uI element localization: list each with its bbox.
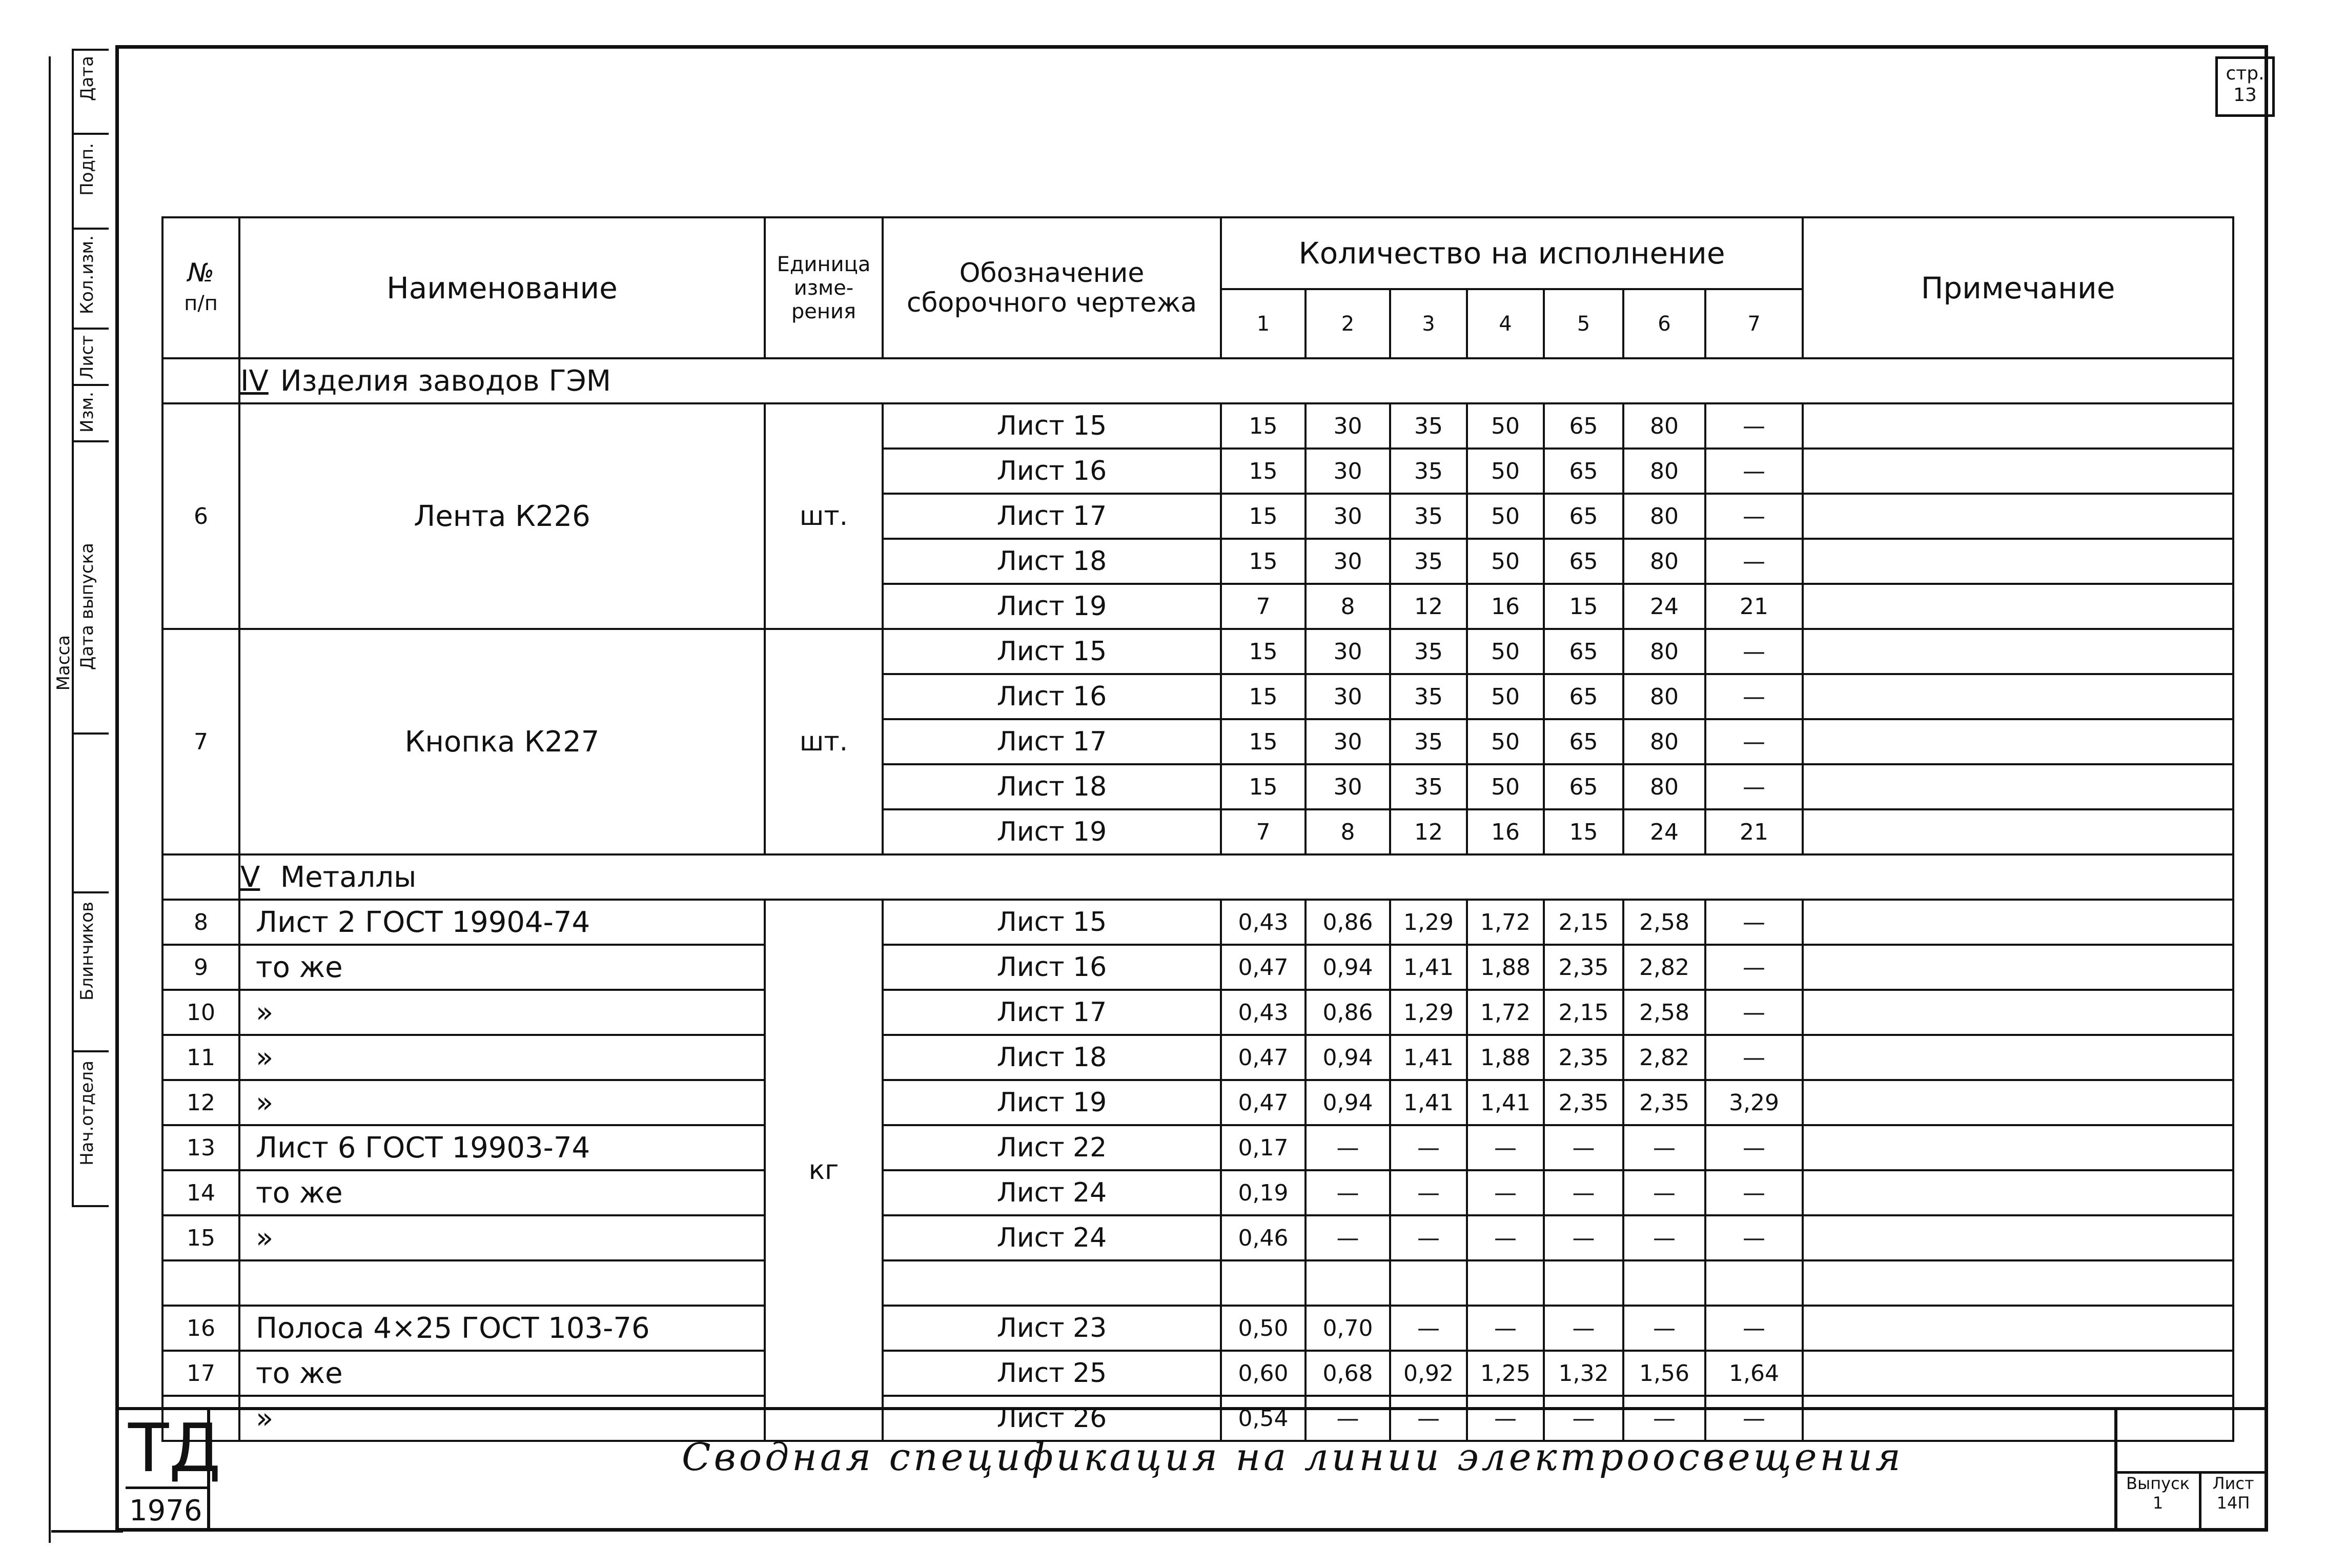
qty-cell: 50	[1467, 674, 1544, 719]
qty-cell: —	[1306, 1125, 1390, 1170]
header-note: Примечание	[1803, 217, 2233, 358]
row-number: 14	[162, 1170, 239, 1215]
qty-cell: 1,88	[1467, 1035, 1544, 1080]
qty-cell: —	[1705, 1035, 1803, 1080]
section-row	[162, 358, 2233, 403]
item-name: Лента К226	[239, 403, 765, 629]
qty-cell: 1,88	[1467, 945, 1544, 990]
table-row	[162, 1351, 2233, 1396]
qty-cell: 80	[1623, 494, 1705, 539]
note-cell	[1803, 945, 2233, 990]
sidebar-label-sign: Подп.	[77, 143, 97, 196]
qty-cell: 0,50	[1221, 1306, 1306, 1351]
td-logo: ТД	[128, 1409, 221, 1487]
issue-cell	[2119, 1474, 2196, 1513]
sidebar-label-change: Изм.	[77, 392, 97, 433]
note-cell	[1803, 494, 2233, 539]
qty-cell: —	[1390, 1170, 1467, 1215]
qty-cell: 30	[1306, 449, 1390, 494]
header-drawing: Обозначение сборочного чертежа	[883, 217, 1221, 358]
qty-cell: 35	[1390, 403, 1467, 449]
row-number: 6	[162, 403, 239, 629]
qty-cell: 65	[1544, 494, 1623, 539]
qty-cell: —	[1306, 1170, 1390, 1215]
qty-cell: 30	[1306, 539, 1390, 584]
qty-cell: 30	[1306, 494, 1390, 539]
qty-cell: 15	[1221, 719, 1306, 764]
qty-cell: 15	[1221, 449, 1306, 494]
row-number: 17	[162, 1351, 239, 1396]
qty-cell: 15	[1221, 629, 1306, 674]
row-number: 13	[162, 1125, 239, 1170]
item-name: »	[239, 1215, 765, 1260]
qty-cell: 15	[1221, 764, 1306, 809]
qty-cell: 0,94	[1306, 1080, 1390, 1125]
item-name: »	[239, 1396, 765, 1441]
drawing-sheet: Лист 18	[883, 764, 1221, 809]
qty-cell: 35	[1390, 629, 1467, 674]
item-name: то же	[239, 945, 765, 990]
qty-cell: 15	[1221, 539, 1306, 584]
note-cell	[1803, 1170, 2233, 1215]
qty-cell: 3,29	[1705, 1080, 1803, 1125]
qty-cell: 30	[1306, 674, 1390, 719]
qty-cell: 30	[1306, 764, 1390, 809]
qty-cell: 65	[1544, 719, 1623, 764]
qty-cell: —	[1705, 403, 1803, 449]
qty-cell: 35	[1390, 764, 1467, 809]
table-row	[162, 900, 2233, 945]
qty-cell: 35	[1390, 494, 1467, 539]
qty-cell: —	[1705, 719, 1803, 764]
qty-cell: —	[1467, 1396, 1544, 1441]
qty-cell: 0,92	[1390, 1351, 1467, 1396]
row-number: 9	[162, 945, 239, 990]
section-iv-title	[239, 358, 2233, 403]
qty-cell: —	[1705, 449, 1803, 494]
note-cell	[1803, 584, 2233, 629]
qty-cell: —	[1544, 1125, 1623, 1170]
qty-cell: 1,72	[1467, 990, 1544, 1035]
qty-cell: 0,19	[1221, 1170, 1306, 1215]
item-name: Кнопка К227	[239, 629, 765, 854]
row-number: 15	[162, 1215, 239, 1260]
binding-margin-line	[49, 56, 51, 1543]
sidebar-label-sheet: Лист	[77, 335, 97, 380]
item-name: »	[239, 1035, 765, 1080]
qty-cell: 0,43	[1221, 900, 1306, 945]
note-cell	[1803, 1215, 2233, 1260]
qty-cell: —	[1544, 1170, 1623, 1215]
note-cell	[1803, 719, 2233, 764]
qty-cell: 35	[1390, 539, 1467, 584]
sheet-value: 14П	[2216, 1493, 2250, 1513]
qty-cell: 80	[1623, 674, 1705, 719]
qty-cell: —	[1390, 1125, 1467, 1170]
issue-value: 1	[2152, 1493, 2164, 1513]
qty-cell: 0,86	[1306, 900, 1390, 945]
qty-cell: 0,86	[1306, 990, 1390, 1035]
qty-cell: 7	[1221, 809, 1306, 854]
drawing-sheet: Лист 16	[883, 449, 1221, 494]
qty-cell: 80	[1623, 449, 1705, 494]
qty-cell: —	[1623, 1125, 1705, 1170]
note-cell	[1803, 1351, 2233, 1396]
drawing-sheet: Лист 25	[883, 1351, 1221, 1396]
drawing-sheet	[883, 1260, 1221, 1306]
qty-cell: 2,15	[1544, 990, 1623, 1035]
qty-cell: 1,64	[1705, 1351, 1803, 1396]
qty-cell: —	[1705, 1170, 1803, 1215]
qty-cell	[1623, 1260, 1705, 1306]
qty-cell: —	[1544, 1396, 1623, 1441]
item-unit: шт.	[765, 403, 883, 629]
note-cell	[1803, 1306, 2233, 1351]
drawing-sheet: Лист 15	[883, 403, 1221, 449]
qty-cell: —	[1705, 1215, 1803, 1260]
qty-cell: —	[1705, 539, 1803, 584]
qty-cell: —	[1544, 1215, 1623, 1260]
qty-cell: 0,46	[1221, 1215, 1306, 1260]
qty-cell: 2,82	[1623, 1035, 1705, 1080]
qty-cell: 0,68	[1306, 1351, 1390, 1396]
note-cell	[1803, 990, 2233, 1035]
header-qty-col-4: 4	[1467, 289, 1544, 358]
qty-cell: 15	[1544, 809, 1623, 854]
qty-cell: 65	[1544, 403, 1623, 449]
header-qty-col-5: 5	[1544, 289, 1623, 358]
note-cell	[1803, 403, 2233, 449]
qty-cell: 8	[1306, 809, 1390, 854]
qty-cell: —	[1390, 1306, 1467, 1351]
qty-cell: 80	[1623, 719, 1705, 764]
note-cell	[1803, 674, 2233, 719]
section-v-roman: V	[240, 860, 260, 894]
qty-cell: 1,41	[1390, 1035, 1467, 1080]
note-cell	[1803, 900, 2233, 945]
sidebar-label-date: Дата	[77, 56, 97, 101]
qty-cell	[1306, 1260, 1390, 1306]
qty-cell: 1,29	[1390, 990, 1467, 1035]
table-row	[162, 1125, 2233, 1170]
qty-cell: 65	[1544, 764, 1623, 809]
sidebar-label-count-changes: Кол.изм.	[77, 235, 97, 315]
page-label: стр.	[2226, 63, 2265, 84]
drawing-sheet: Лист 15	[883, 900, 1221, 945]
qty-cell: —	[1390, 1215, 1467, 1260]
note-cell	[1803, 809, 2233, 854]
bottom-left-mark	[51, 1530, 123, 1533]
table-row	[162, 945, 2233, 990]
qty-cell: 50	[1467, 539, 1544, 584]
qty-cell: —	[1705, 494, 1803, 539]
drawing-sheet: Лист 18	[883, 1035, 1221, 1080]
row-number: 7	[162, 629, 239, 854]
qty-cell: 80	[1623, 539, 1705, 584]
drawing-sheet: Лист 19	[883, 809, 1221, 854]
qty-cell: 50	[1467, 449, 1544, 494]
qty-cell: 65	[1544, 629, 1623, 674]
sidebar-label-name: Блинчиков	[77, 902, 97, 1001]
sheet-label: Лист	[2212, 1474, 2254, 1493]
qty-cell: 65	[1544, 449, 1623, 494]
qty-cell: —	[1705, 945, 1803, 990]
qty-cell: 30	[1306, 719, 1390, 764]
qty-cell: —	[1705, 900, 1803, 945]
drawing-sheet: Лист 17	[883, 719, 1221, 764]
qty-cell: —	[1467, 1306, 1544, 1351]
note-cell	[1803, 1035, 2233, 1080]
qty-cell: —	[1544, 1306, 1623, 1351]
qty-cell: 21	[1705, 584, 1803, 629]
qty-cell: 2,35	[1544, 945, 1623, 990]
row-number	[162, 1260, 239, 1306]
qty-cell: 15	[1544, 584, 1623, 629]
qty-cell: —	[1705, 990, 1803, 1035]
qty-cell: 2,58	[1623, 900, 1705, 945]
qty-cell: 1,41	[1467, 1080, 1544, 1125]
drawing-sheet: Лист 19	[883, 1080, 1221, 1125]
item-name: Полоса 4×25 ГОСТ 103-76	[239, 1306, 765, 1351]
header-num	[162, 217, 239, 358]
drawing-sheet: Лист 24	[883, 1170, 1221, 1215]
table-row	[162, 629, 2233, 674]
qty-cell: 7	[1221, 584, 1306, 629]
note-cell	[1803, 764, 2233, 809]
qty-cell: 50	[1467, 403, 1544, 449]
note-cell	[1803, 1125, 2233, 1170]
qty-cell: —	[1705, 629, 1803, 674]
item-unit: кг	[765, 900, 883, 1441]
qty-cell: —	[1705, 764, 1803, 809]
header-qty-col-1: 1	[1221, 289, 1306, 358]
qty-cell: 16	[1467, 584, 1544, 629]
qty-cell: 12	[1390, 809, 1467, 854]
year: 1976	[129, 1494, 202, 1528]
qty-cell: 21	[1705, 809, 1803, 854]
qty-cell: —	[1306, 1215, 1390, 1260]
item-unit: шт.	[765, 629, 883, 854]
qty-cell: —	[1467, 1170, 1544, 1215]
qty-cell: 0,94	[1306, 1035, 1390, 1080]
qty-cell: 35	[1390, 449, 1467, 494]
qty-cell: 15	[1221, 494, 1306, 539]
qty-cell: 2,82	[1623, 945, 1705, 990]
logo-divider	[126, 1486, 208, 1489]
qty-cell	[1390, 1260, 1467, 1306]
item-name: »	[239, 1080, 765, 1125]
note-cell	[1803, 629, 2233, 674]
page-number: 13	[2233, 85, 2257, 106]
header-qty-col-7: 7	[1705, 289, 1803, 358]
drawing-sheet: Лист 23	[883, 1306, 1221, 1351]
qty-cell: 8	[1306, 584, 1390, 629]
drawing-sheet: Лист 16	[883, 945, 1221, 990]
qty-cell: —	[1623, 1396, 1705, 1441]
qty-cell: 15	[1221, 674, 1306, 719]
qty-cell: 50	[1467, 764, 1544, 809]
row-number: 8	[162, 900, 239, 945]
qty-cell: —	[1467, 1125, 1544, 1170]
qty-cell: 1,56	[1623, 1351, 1705, 1396]
header-name: Наименование	[239, 217, 765, 358]
qty-cell: 0,94	[1306, 945, 1390, 990]
qty-cell: 0,70	[1306, 1306, 1390, 1351]
table-row	[162, 990, 2233, 1035]
row-number: 16	[162, 1306, 239, 1351]
qty-cell: —	[1623, 1215, 1705, 1260]
issue-label: Выпуск	[2126, 1474, 2190, 1493]
table-row	[162, 403, 2233, 449]
item-name	[239, 1260, 765, 1306]
drawing-sheet: Лист 16	[883, 674, 1221, 719]
specification-table	[161, 216, 2234, 1442]
qty-cell: 50	[1467, 494, 1544, 539]
qty-cell: —	[1623, 1170, 1705, 1215]
qty-cell: 80	[1623, 403, 1705, 449]
qty-cell: —	[1390, 1396, 1467, 1441]
qty-cell: 80	[1623, 629, 1705, 674]
note-cell	[1803, 449, 2233, 494]
row-number: 11	[162, 1035, 239, 1080]
qty-cell: 65	[1544, 539, 1623, 584]
qty-cell: 2,35	[1623, 1080, 1705, 1125]
item-name: Лист 2 ГОСТ 19904-74	[239, 900, 765, 945]
qty-cell: 1,25	[1467, 1351, 1544, 1396]
qty-cell: 0,60	[1221, 1351, 1306, 1396]
item-name: то же	[239, 1170, 765, 1215]
qty-cell: 35	[1390, 674, 1467, 719]
issue-sheet-vdivider	[2199, 1471, 2201, 1530]
header-qty-col-6: 6	[1623, 289, 1705, 358]
section-iv-label: Изделия заводов ГЭМ	[280, 364, 611, 398]
qty-cell: 50	[1467, 629, 1544, 674]
page-number-stamp	[2215, 56, 2275, 117]
qty-cell: 15	[1221, 403, 1306, 449]
item-name: »	[239, 990, 765, 1035]
qty-cell: 2,35	[1544, 1080, 1623, 1125]
qty-cell: 1,32	[1544, 1351, 1623, 1396]
sidebar-label-mass: Масса	[53, 635, 74, 691]
qty-cell	[1467, 1260, 1544, 1306]
qty-cell: 35	[1390, 719, 1467, 764]
sheet-cell	[2203, 1474, 2263, 1513]
header-num-sub: п/п	[184, 291, 218, 315]
section-iv-roman: IV	[240, 364, 269, 398]
qty-cell: 12	[1390, 584, 1467, 629]
qty-cell: —	[1467, 1215, 1544, 1260]
qty-cell	[1705, 1260, 1803, 1306]
qty-cell	[1221, 1260, 1306, 1306]
drawing-sheet: Лист 24	[883, 1215, 1221, 1260]
qty-cell: 30	[1306, 403, 1390, 449]
table-row	[162, 1170, 2233, 1215]
qty-cell	[1544, 1260, 1623, 1306]
section-v-title	[239, 854, 2233, 900]
qty-cell: 16	[1467, 809, 1544, 854]
table-row	[162, 1260, 2233, 1306]
qty-cell: 0,43	[1221, 990, 1306, 1035]
item-name: то же	[239, 1351, 765, 1396]
drawing-sheet: Лист 17	[883, 494, 1221, 539]
qty-cell: 80	[1623, 764, 1705, 809]
qty-cell: 0,17	[1221, 1125, 1306, 1170]
qty-cell: —	[1705, 674, 1803, 719]
row-number: 10	[162, 990, 239, 1035]
drawing-sheet: Лист 22	[883, 1125, 1221, 1170]
qty-cell: 1,29	[1390, 900, 1467, 945]
qty-cell: 0,47	[1221, 1080, 1306, 1125]
header-qty-col-2: 2	[1306, 289, 1390, 358]
qty-cell: 0,47	[1221, 1035, 1306, 1080]
section-v-label: Металлы	[280, 860, 417, 894]
table-row	[162, 1035, 2233, 1080]
left-stamp-column	[53, 49, 109, 1207]
qty-cell: —	[1705, 1306, 1803, 1351]
section-spacer	[162, 854, 239, 900]
drawing-sheet: Лист 26	[883, 1396, 1221, 1441]
note-cell	[1803, 1080, 2233, 1125]
row-number: 12	[162, 1080, 239, 1125]
qty-cell: —	[1623, 1306, 1705, 1351]
drawing-sheet: Лист 19	[883, 584, 1221, 629]
header-num-label: №	[187, 257, 214, 288]
header-qty-col-3: 3	[1390, 289, 1467, 358]
qty-cell: 2,35	[1544, 1035, 1623, 1080]
qty-cell: 0,54	[1221, 1396, 1306, 1441]
sidebar-label-head: Нач.отдела	[77, 1061, 97, 1166]
drawing-sheet: Лист 18	[883, 539, 1221, 584]
qty-cell: 1,72	[1467, 900, 1544, 945]
qty-cell: —	[1705, 1396, 1803, 1441]
qty-cell: 24	[1623, 809, 1705, 854]
table-row	[162, 1215, 2233, 1260]
table-body	[162, 358, 2233, 1441]
qty-cell: 2,58	[1623, 990, 1705, 1035]
note-cell	[1803, 539, 2233, 584]
qty-cell: —	[1306, 1396, 1390, 1441]
qty-cell: 65	[1544, 674, 1623, 719]
qty-cell: 2,15	[1544, 900, 1623, 945]
table-row	[162, 1080, 2233, 1125]
drawing-sheet: Лист 15	[883, 629, 1221, 674]
drawing-sheet: Лист 17	[883, 990, 1221, 1035]
section-row	[162, 854, 2233, 900]
document-title: Сводная спецификация на линии электроосвещения	[682, 1435, 1904, 1479]
qty-cell: 1,41	[1390, 945, 1467, 990]
header-quantity: Количество на исполнение	[1221, 217, 1803, 289]
qty-cell: 50	[1467, 719, 1544, 764]
qty-cell: 1,41	[1390, 1080, 1467, 1125]
header-unit: Единица изме-рения	[765, 217, 883, 358]
qty-cell: 30	[1306, 629, 1390, 674]
table-row	[162, 1306, 2233, 1351]
sidebar-label-release-date: Дата выпуска	[77, 543, 97, 670]
qty-cell: —	[1705, 1125, 1803, 1170]
item-name: Лист 6 ГОСТ 19903-74	[239, 1125, 765, 1170]
qty-cell: 0,47	[1221, 945, 1306, 990]
qty-cell: 24	[1623, 584, 1705, 629]
note-cell	[1803, 1260, 2233, 1306]
